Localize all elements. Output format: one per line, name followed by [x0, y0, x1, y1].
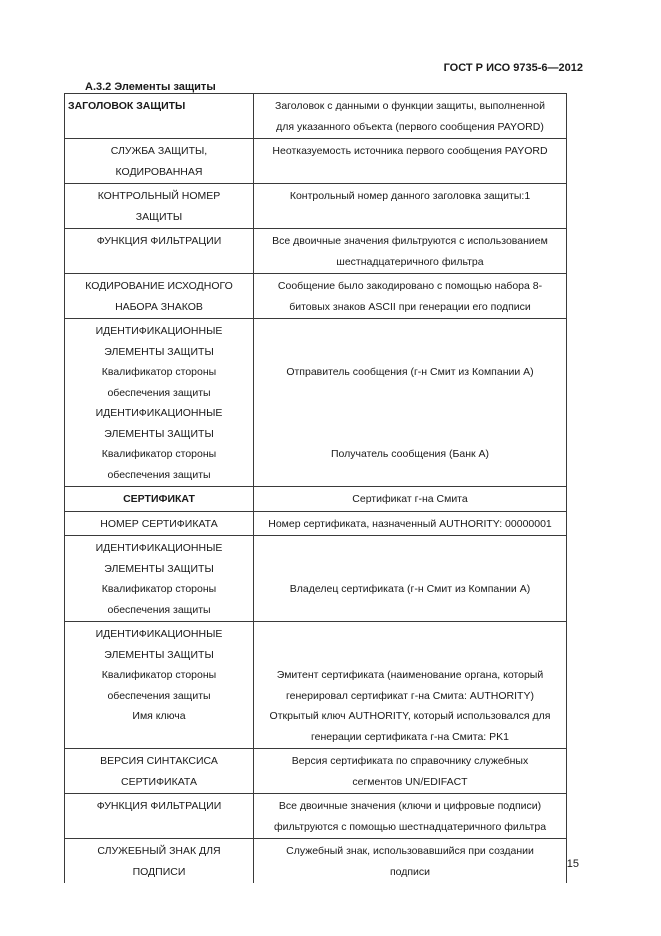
element-name-line: обеспечения защиты: [107, 386, 211, 399]
element-name-line: ВЕРСИЯ СИНТАКСИСА: [100, 755, 218, 767]
element-value-line: Контрольный номер данного заголовка защиты:1: [289, 190, 531, 202]
element-value-cell: [254, 274, 567, 319]
element-value-line: генерировал сертификат г-на Смита: AUTHORITY): [286, 689, 534, 702]
element-value-line: Все двоичные значения фильтруются с использованием: [272, 235, 548, 247]
element-name-line: СЛУЖЕБНЫЙ ЗНАК ДЛЯ: [97, 845, 221, 857]
element-value-line: для указанного объекта (первого сообщения PAYORD): [276, 120, 544, 133]
element-name-line: ЭЛЕМЕНТЫ ЗАЩИТЫ: [104, 427, 214, 440]
element-value-line: Отправитель сообщения (г-н Смит из Компании А): [286, 366, 534, 378]
element-value-line: генерации сертификата г-на Смита: PK1: [311, 730, 509, 743]
element-value-line: [257, 600, 563, 621]
element-name-cell: [65, 511, 254, 536]
element-value-line: Сертификат г-на Смита: [352, 493, 468, 505]
element-name-line: ЭЛЕМЕНТЫ ЗАЩИТЫ: [104, 562, 214, 575]
element-name-cell: [65, 229, 254, 274]
element-name-cell: [65, 749, 254, 794]
table-row: [65, 139, 567, 184]
element-name-line: Квалификатор стороны: [101, 669, 217, 681]
table-row: [65, 184, 567, 229]
element-name-line: ЗАЩИТЫ: [135, 210, 183, 223]
section-title: А.3.2 Элементы защиты: [85, 81, 216, 93]
element-value-line: [257, 424, 563, 445]
table-row: [65, 794, 567, 839]
element-value-line: битовых знаков ASCII при генерации его подписи: [289, 300, 531, 313]
element-name-line: ПОДПИСИ: [132, 865, 186, 878]
element-value-cell: [254, 487, 567, 512]
element-value-cell: [254, 139, 567, 184]
element-name-line: ИДЕНТИФИКАЦИОННЫЕ: [95, 325, 223, 337]
element-name-cell: [65, 487, 254, 512]
table-row: [65, 229, 567, 274]
element-value-line: Служебный знак, использовавшийся при создании: [286, 845, 534, 857]
element-value-line: сегментов UN/EDIFACT: [352, 775, 468, 788]
element-value-cell: [254, 229, 567, 274]
table-row: [65, 319, 567, 487]
element-name-cell: [65, 319, 254, 487]
element-value-cell: [254, 622, 567, 749]
table-body: [65, 94, 567, 884]
element-name-line: Имя ключа: [132, 710, 186, 722]
element-name-cell: [65, 536, 254, 622]
element-name-cell: [65, 139, 254, 184]
element-name-cell: [65, 184, 254, 229]
element-name-line: обеспечения защиты: [107, 468, 211, 481]
element-name-line: Квалификатор стороны: [101, 448, 217, 460]
element-name-line: обеспечения защиты: [107, 603, 211, 616]
element-value-line: [257, 624, 563, 645]
element-name-cell: [65, 622, 254, 749]
element-value-line: Номер сертификата, назначенный AUTHORITY: 00000001: [268, 517, 552, 530]
document-header: ГОСТ Р ИСО 9735-6—2012: [443, 62, 583, 74]
table-row: [65, 536, 567, 622]
element-value-line: фильтруются с помощью шестнадцатеричного фильтра: [273, 820, 547, 833]
element-name-line: КОДИРОВАНИЕ ИСХОДНОГО: [85, 280, 233, 292]
element-name-line: ЭЛЕМЕНТЫ ЗАЩИТЫ: [104, 345, 214, 358]
table-row: [65, 511, 567, 536]
element-name-line: ИДЕНТИФИКАЦИОННЫЕ: [95, 407, 223, 419]
element-name-line: СЕРТИФИКАТ: [123, 493, 195, 505]
element-name-line: ЭЛЕМЕНТЫ ЗАЩИТЫ: [104, 648, 214, 661]
element-value-line: шестнадцатеричного фильтра: [336, 255, 484, 268]
element-value-line: [257, 403, 563, 424]
element-name-line: ИДЕНТИФИКАЦИОННЫЕ: [95, 628, 223, 640]
element-value-cell: [254, 511, 567, 536]
security-elements-table: [64, 93, 567, 883]
element-value-line: [257, 559, 563, 580]
element-value-line: Получатель сообщения (Банк А): [330, 448, 490, 460]
element-name-line: обеспечения защиты: [107, 689, 211, 702]
element-value-line: Заголовок с данными о функции защиты, выполненной: [275, 100, 545, 112]
element-name-line: КОНТРОЛЬНЫЙ НОМЕР: [97, 190, 221, 202]
element-value-cell: [254, 794, 567, 839]
element-name-line: СЕРТИФИКАТА: [121, 775, 197, 788]
element-value-cell: [254, 319, 567, 487]
element-value-cell: [254, 184, 567, 229]
table-row: [65, 749, 567, 794]
element-value-cell: [254, 839, 567, 884]
element-name-line: Квалификатор стороны: [101, 583, 217, 595]
element-value-line: Открытый ключ AUTHORITY, который использовался для: [269, 710, 551, 722]
element-name-line: НОМЕР СЕРТИФИКАТА: [100, 517, 218, 530]
element-value-line: [257, 465, 563, 486]
element-name-line: ФУНКЦИЯ ФИЛЬТРАЦИИ: [96, 800, 222, 812]
element-name-line: ФУНКЦИЯ ФИЛЬТРАЦИИ: [96, 235, 222, 247]
element-value-line: [257, 538, 563, 559]
element-name-line: [68, 727, 250, 748]
element-value-line: Владелец сертификата (г-н Смит из Компании А): [289, 583, 531, 595]
element-value-line: [257, 321, 563, 342]
element-name-cell: [65, 839, 254, 884]
element-value-line: [257, 645, 563, 666]
element-name-cell: [65, 274, 254, 319]
element-name-cell: [65, 794, 254, 839]
element-value-line: Эмитент сертификата (наименование органа, который: [276, 669, 544, 681]
page-number: 15: [566, 858, 579, 870]
element-name-line: КОДИРОВАННАЯ: [115, 165, 203, 178]
element-value-line: подписи: [389, 865, 431, 878]
table-row: [65, 839, 567, 884]
element-value-cell: [254, 94, 567, 139]
element-value-line: Сообщение было закодировано с помощью набора 8-: [277, 280, 543, 292]
element-name-line: НАБОРА ЗНАКОВ: [115, 300, 203, 313]
element-name-line: ИДЕНТИФИКАЦИОННЫЕ: [95, 542, 223, 554]
table-row: [65, 94, 567, 139]
element-value-cell: [254, 749, 567, 794]
element-name-cell: [65, 94, 254, 139]
element-value-line: Неотказуемость источника первого сообщения PAYORD: [272, 145, 548, 157]
element-value-line: [257, 342, 563, 363]
table-row: [65, 622, 567, 749]
element-name-line: СЛУЖБА ЗАЩИТЫ,: [110, 145, 208, 157]
element-name-line: Квалификатор стороны: [101, 366, 217, 378]
element-value-line: Все двоичные значения (ключи и цифровые подписи): [278, 800, 542, 812]
element-value-cell: [254, 536, 567, 622]
table-row: [65, 274, 567, 319]
element-value-line: Версия сертификата по справочнику служебных: [291, 755, 529, 767]
element-value-line: [257, 383, 563, 404]
element-name-line: ЗАГОЛОВОК ЗАЩИТЫ: [68, 100, 186, 112]
table-row: [65, 487, 567, 512]
